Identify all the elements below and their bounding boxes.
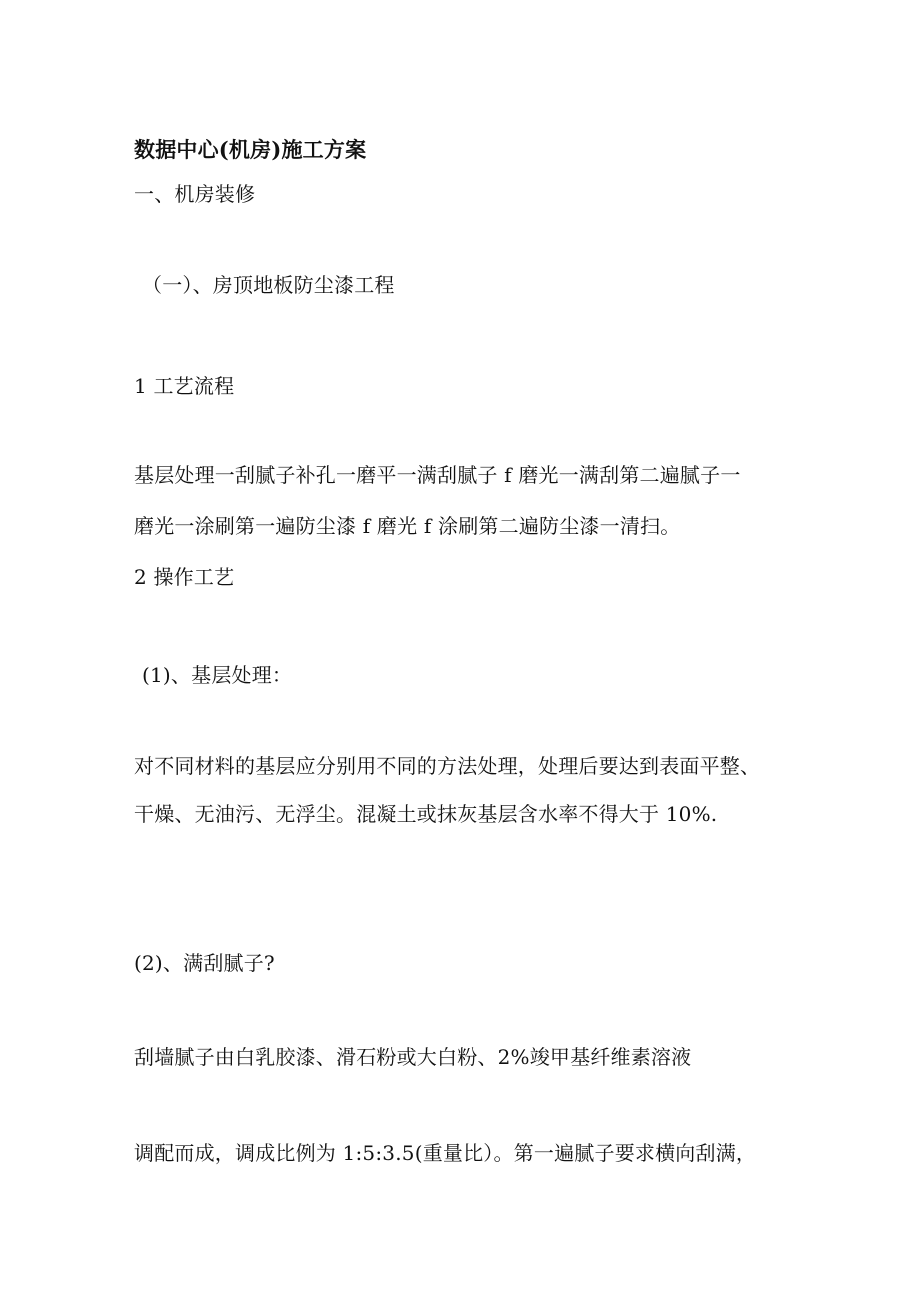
step-2-paragraph-line-2: 调配而成，调成比例为 1:5:3.5(重量比）。第一遍腻子要求横向刮满， <box>134 1141 757 1165</box>
step-2-paragraph-line-1: 刮墙腻子由白乳胶漆、滑石粉或大白粉、2%竣甲基纤维素溶液 <box>134 1045 692 1069</box>
step-1-paragraph-line-1: 对不同材料的基层应分别用不同的方法处理，处理后要达到表面平整、 <box>134 754 761 778</box>
section-heading-renovation: 一、机房装修 <box>134 182 256 206</box>
process-paragraph-line-2: 磨光一涂刷第一遍防尘漆 f 磨光 f 涂刷第二遍防尘漆一清扫。 <box>134 514 681 538</box>
step-2-heading: (2)、满刮腻子? <box>134 951 275 975</box>
process-paragraph-line-1: 基层处理一刮腻子补孔一磨平一满刮腻子 f 磨光一满刮第二遍腻子一 <box>134 463 741 487</box>
subsection-heading-dustproof-paint: （一）、房顶地板防尘漆工程 <box>142 273 395 297</box>
step-1-paragraph-line-2: 干燥、无油污、无浮尘。混凝土或抹灰基层含水率不得大于 10%. <box>134 802 718 826</box>
heading-process-flow: 1 工艺流程 <box>134 374 235 398</box>
document-title: 数据中心(机房)施工方案 <box>134 137 367 162</box>
step-1-heading: (1)、基层处理： <box>142 663 293 687</box>
heading-operation-process: 2 操作工艺 <box>134 565 235 589</box>
